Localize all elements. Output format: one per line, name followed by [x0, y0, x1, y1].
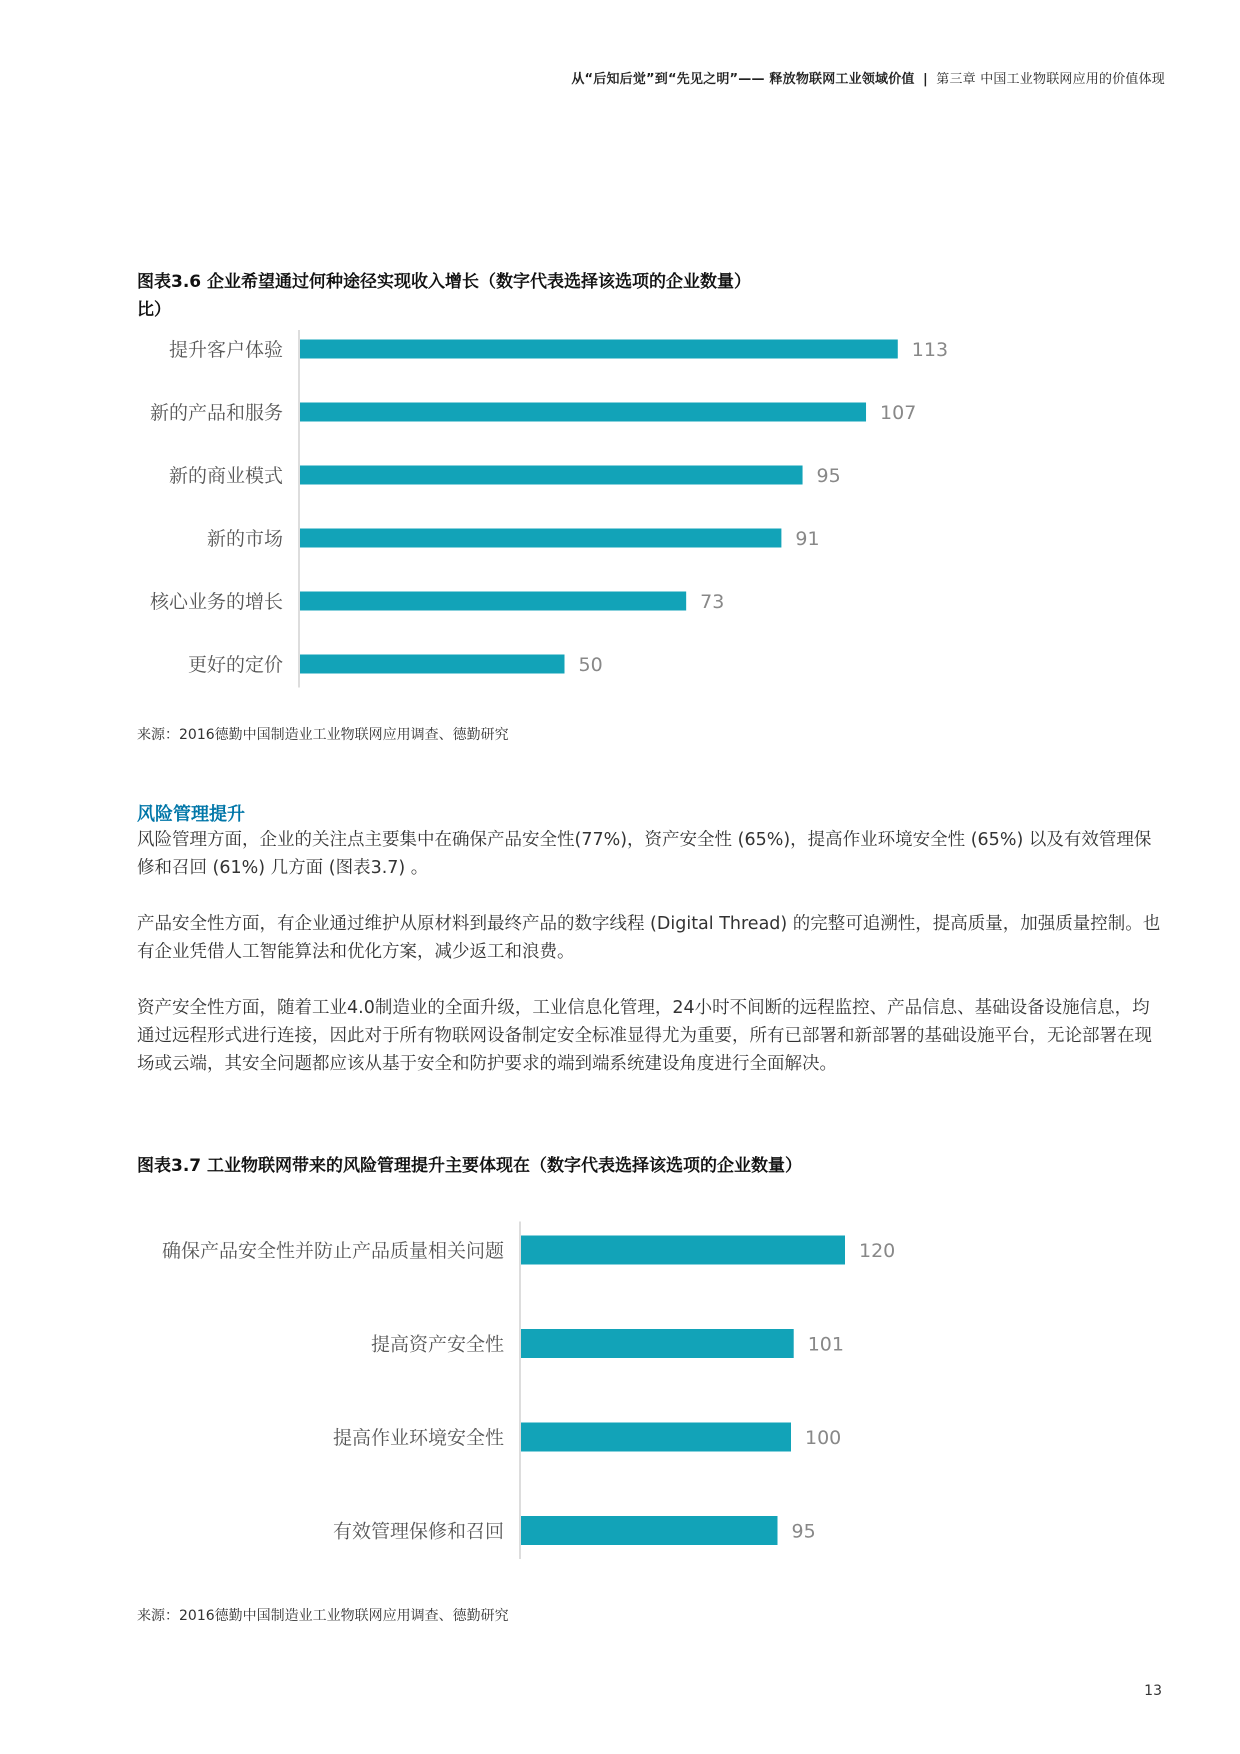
figure-3-6-title-line1: 图表3.6 企业希望通过何种途径实现收入增长（数字代表选择该选项的企业数量）	[137, 272, 752, 292]
value-label: 50	[578, 654, 603, 676]
category-label: 提高资产安全性	[370, 1333, 504, 1356]
header-separator: |	[922, 72, 928, 87]
paragraph-product-safety: 产品安全性方面，有企业通过维护从原材料到最终产品的数字线程 (Digital Thread) 的完整可追溯性，提高质量，加强质量控制。也有企业凭借人工智能算法和优化方案，减少返工和浪费。	[137, 914, 1161, 962]
bar	[300, 466, 803, 485]
category-label: 新的产品和服务	[149, 402, 283, 424]
figure-3-7-title: 图表3.7 工业物联网带来的风险管理提升主要体现在（数字代表选择该选项的企业数量）	[137, 1156, 803, 1176]
bar	[521, 1329, 794, 1358]
value-label: 120	[859, 1240, 896, 1262]
value-label: 101	[807, 1333, 844, 1356]
bar	[300, 529, 781, 548]
category-label: 更好的定价	[187, 654, 283, 676]
figure-3-7-bar-chart	[0, 1210, 1240, 1590]
running-header	[571, 68, 1165, 87]
category-label: 确保产品安全性并防止产品质量相关问题	[161, 1240, 504, 1262]
value-label: 73	[700, 591, 725, 613]
figure-3-7-source: 来源：2016德勤中国制造业工业物联网应用调查、德勤研究	[137, 1608, 509, 1624]
category-label: 提升客户体验	[168, 339, 283, 361]
bar	[521, 1423, 791, 1452]
bar	[300, 340, 898, 359]
value-label: 107	[880, 402, 917, 424]
section-heading: 风险管理提升	[137, 804, 245, 825]
value-label: 91	[795, 528, 820, 550]
page-number: 13	[1144, 1683, 1162, 1699]
bar	[521, 1236, 845, 1265]
category-label: 新的商业模式	[168, 465, 283, 487]
figure-3-6-bar-chart	[0, 330, 1240, 690]
category-label: 新的市场	[206, 528, 283, 550]
figure-3-6-source: 来源：2016德勤中国制造业工业物联网应用调查、德勤研究	[137, 727, 509, 743]
paragraph-asset-safety: 资产安全性方面，随着工业4.0制造业的全面升级，工业信息化管理，24小时不间断的远程监控、产品信息、基础设备设施信息，均通过远程形式进行连接，因此对于所有物联网设备制定安全标准显得尤为重要，所有已部署和新部署的基础设施平台，无论部署在现场或云端，其安全问题都应该从基于安全和防护要求的端到端系统建设角度进行全面解决。	[137, 998, 1152, 1074]
category-label: 提高作业环境安全性	[332, 1427, 504, 1449]
header-chapter: 第三章 中国工业物联网应用的价值体现	[936, 72, 1165, 87]
category-label: 核心业务的增长	[149, 591, 283, 613]
value-label: 95	[816, 465, 841, 487]
value-label: 95	[791, 1520, 816, 1543]
bar	[521, 1516, 778, 1545]
bar	[300, 655, 565, 674]
bar	[300, 592, 686, 611]
paragraph-risk-overview: 风险管理方面，企业的关注点主要集中在确保产品安全性(77%)，资产安全性 (65%)，提高作业环境安全性 (65%) 以及有效管理保修和召回 (61%) 几方面 (图表3.7) 。	[137, 830, 1152, 878]
value-label: 113	[911, 339, 949, 361]
header-title: 从“后知后觉”到“先见之明”—— 释放物联网工业领域价值	[571, 72, 915, 87]
bar	[300, 403, 866, 422]
value-label: 100	[805, 1427, 842, 1449]
figure-3-6-title-line2: 比）	[137, 300, 171, 320]
category-label: 有效管理保修和召回	[332, 1520, 504, 1543]
figure-3-6-title	[137, 268, 751, 324]
